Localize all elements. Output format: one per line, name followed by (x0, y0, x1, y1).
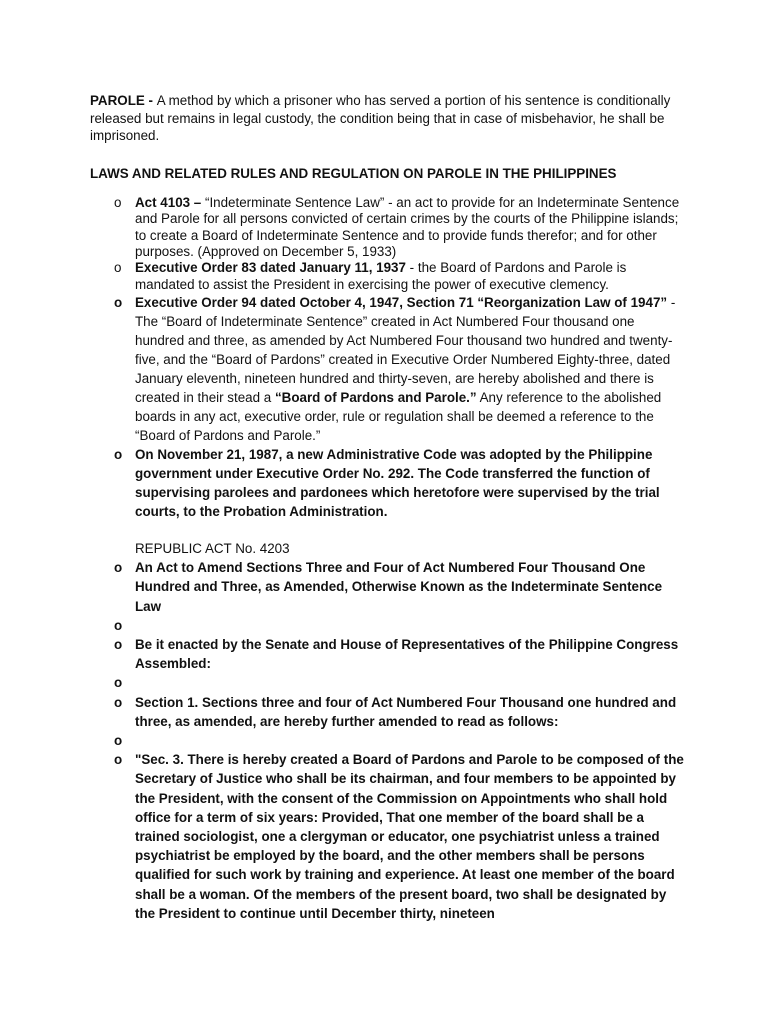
list-item (90, 731, 686, 750)
republic-act-title: REPUBLIC ACT No. 4203 (135, 541, 290, 557)
law-title: Executive Order 94 dated October 4, 1947, Section 71 “Reorganization Law of 1947” (135, 295, 668, 311)
list-item (90, 750, 686, 923)
ra-item-text: An Act to Amend Sections Three and Four of Act Numbered Four Thousand One Hundred and Three, as Amended, Otherwise Known as the Indeterminate Sentence Law (135, 560, 663, 614)
bullet-marker: o (114, 447, 123, 463)
parole-definition-text: A method by which a prisoner who has served a portion of his sentence is conditionally released but remains in legal custody, the condition being that in case of misbehavior, he shall be imprisoned. (90, 93, 671, 144)
law-description: “Indeterminate Sentence Law” - an act to provide for an Indeterminate Sentence and Parole for all persons convicted of certain crimes by the courts of the Philippine islands; to create a Board of Indeterminate Sentence and to provide funds therefor; and for other purposes. (Approved on December 5, 1933) (135, 194, 680, 259)
list-item (90, 673, 686, 692)
list-item (90, 445, 686, 521)
law-title: Executive Order 83 dated January 11, 1937 (135, 260, 406, 276)
parole-term: PAROLE - (90, 93, 157, 108)
parole-definition (90, 92, 686, 145)
ra-item-text: Be it enacted by the Senate and House of Representatives of the Philippine Congress Assembled: (135, 637, 679, 672)
bullet-marker: o (114, 637, 123, 653)
list-item (90, 635, 686, 673)
law-title: On November 21, 1987, a new Administrative Code was adopted by the Philippine government under Executive Order No. 292. The Code transferred the function of supervising parolees and pardonees which heretofore were supervised by the trial courts, to the Probation Administration. (135, 447, 660, 520)
ra-item-text: Section 1. Sections three and four of Act Numbered Four Thousand one hundred and three, as amended, are hereby further amended to read as follows: (135, 694, 677, 729)
bullet-marker: o (114, 560, 123, 576)
bullet-marker: o (114, 675, 123, 691)
section-heading: LAWS AND RELATED RULES AND REGULATION ON PAROLE IN THE PHILIPPINES (90, 165, 617, 181)
bullet-marker: o (114, 617, 123, 633)
bullet-marker: o (114, 260, 122, 276)
republic-act-list (90, 558, 686, 923)
law-description-cont: Any reference to the abolished boards in any act, executive order, rule or regulation shall be deemed a reference to the “Board of Pardons and Parole.” (135, 390, 662, 444)
ra-item-text: "Sec. 3. There is hereby created a Board of Pardons and Parole to be composed of the Secretary of Justice who shall be its chairman, and four members to be appointed by the President, with the consent of the Commission on Appointments who shall hold office for a term of six years: Provided, That one member of the board shall be a trained sociologist, one a clergyman or educator, one psychiatrist unless a trained psychiatrist be employed by the board, and the other members shall be persons qualified for such work by training and experience. At least one member of the board shall be a woman. Of the members of the present board, two shall be designated by the President to continue until December thirty, nineteen (135, 752, 684, 921)
board-name: “Board of Pardons and Parole.” (274, 390, 477, 406)
list-item (90, 195, 686, 261)
list-item (90, 293, 686, 445)
document-page (90, 92, 686, 923)
law-description: - the Board of Pardons and Parole is mandated to assist the President in exercising the power of executive clemency. (135, 260, 627, 292)
law-title: Act 4103 – (135, 194, 205, 210)
laws-list (90, 195, 686, 521)
bullet-marker: o (114, 752, 123, 768)
list-item (90, 558, 686, 616)
bullet-marker: o (114, 295, 123, 311)
list-item (90, 260, 686, 293)
bullet-marker: o (114, 694, 123, 710)
bullet-marker: o (114, 194, 122, 210)
list-item (90, 616, 686, 635)
bullet-marker: o (114, 733, 123, 749)
law-description: - The “Board of Indeterminate Sentence” created in Act Numbered Four thousand one hundred and three, as amended by Act Numbered Four thousand two hundred and twenty-five, and the “Board of Pardons” created in Executive Order Numbered Eighty-three, dated January eleventh, nineteen hundred and thirty-seven, are hereby abolished and there is created in their stead a (135, 295, 676, 406)
list-item (90, 693, 686, 731)
